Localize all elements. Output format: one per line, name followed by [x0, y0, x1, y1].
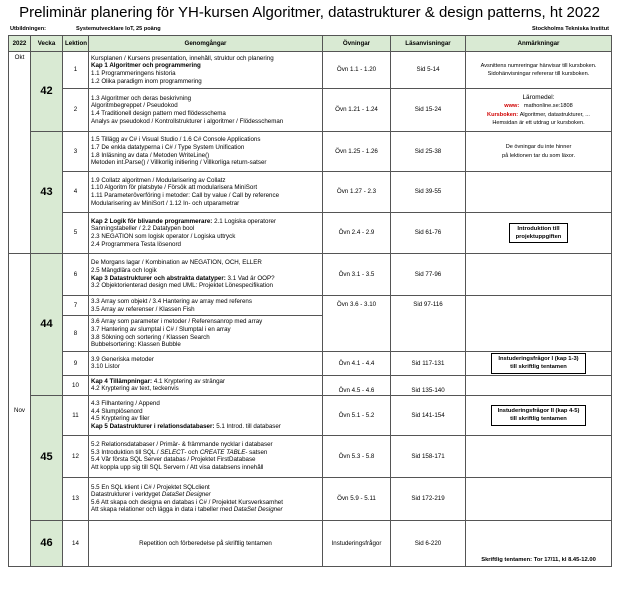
content-line: Bubbelsortering: Klassen Bubble: [91, 341, 181, 349]
remark-line: Introduktion till: [517, 225, 560, 232]
lesson-content: [89, 213, 323, 254]
meta-row: [8, 26, 611, 35]
lesson-number: 12: [63, 435, 89, 477]
lesson-number: 14: [63, 520, 89, 566]
exercises-cell: Övn 2.4 - 2.9: [323, 213, 391, 254]
content-line: 3.9 Generiska metoder: [91, 355, 154, 363]
remark-cell: [466, 89, 612, 132]
table-row: [9, 395, 612, 435]
tool-name: DataSet Designer: [233, 506, 283, 514]
content-line: 4.4 Slumplösenord: [91, 407, 143, 415]
remark-line: till skriftlig tentamen: [510, 416, 567, 423]
table-row: [9, 435, 612, 477]
exercises-cell: Övn 1.21 - 1.24: [323, 89, 391, 132]
table-header-row: [9, 36, 612, 52]
content-line: 4.2 Kryptering av text, teckenvis: [91, 385, 179, 393]
table-row: [9, 213, 612, 254]
lesson-content: [89, 254, 323, 296]
reading-cell: Sid 117-131: [391, 352, 466, 376]
education-label: Utbildningen:: [10, 26, 47, 32]
lesson-content: [89, 172, 323, 213]
reading-cell: Sid 172-219: [391, 477, 466, 520]
content-line: 5.2 Relationsdatabaser / Primär- & främmande nycklar i databaser: [91, 441, 273, 449]
content-line: 5.5 En SQL klient i C# / Projektet SQLclient: [91, 483, 210, 491]
exercises-cell: Övn 5.3 - 5.8: [323, 435, 391, 477]
content-line: 3.1 Vad är OOP?: [227, 274, 275, 282]
page-title: Preliminär planering för YH-kursen Algoritmer, datastrukturer & design patterns, ht 2022: [19, 4, 600, 21]
reading-cell: Sid 5-14: [391, 52, 466, 89]
week-42: 42: [31, 52, 63, 132]
remark-line: till skriftlig tentamen: [510, 364, 567, 371]
content-line: 5.6 Att skapa och designa en databas i C# / Projektet Kursverksamhet: [91, 498, 283, 506]
book-label: Kursboken:: [487, 111, 519, 118]
institute-name: Stockholms Tekniska Institut: [532, 26, 609, 32]
content-line: - och: [184, 448, 199, 456]
content-line: 1.5 Tillägg av C# i Visual Studio / 1.6 C# Console Applications: [91, 136, 261, 144]
content-line: 1.8 Inläsning av data / Metoden WriteLine(): [91, 151, 210, 159]
remark-line: Avsnittens numreringar hänvisar till kursboken.: [480, 62, 597, 69]
lesson-content: [89, 477, 323, 520]
content-line: 3.10 Listor: [91, 363, 120, 371]
lesson-number: 3: [63, 132, 89, 172]
reading-cell: Sid 6-220: [391, 520, 466, 566]
content-line: Sanningstabeller / 2.2 Datatypen bool: [91, 225, 195, 233]
remark-line: Sidohänvisningar refererar till kursboken.: [487, 71, 590, 77]
content-line: 5.4 Vår första SQL Server databas / Projektet FirstDatabase: [91, 456, 256, 464]
chapter-heading: Kap 1 Algoritmer och programmering: [91, 62, 201, 70]
exercises-cell: Övn 4.1 - 4.4: [323, 352, 391, 376]
table-row: [9, 52, 612, 89]
study-questions-box-1: [491, 353, 585, 374]
sql-keyword: SELECT: [160, 448, 185, 456]
lesson-content: [89, 52, 323, 89]
lesson-number: 8: [63, 316, 89, 352]
exercises-cell: Övn 4.5 - 4.6: [323, 375, 391, 395]
remark-title: Läromedel:: [522, 94, 555, 102]
content-line: 2.5 Mängdlära och logik: [91, 266, 157, 274]
content-line: 1.10 Algoritm för platsbyte / Försök att modularisera MiniSort: [91, 184, 258, 192]
study-questions-box-2: [491, 405, 587, 426]
content-line: 3.6 Array som parameter i metoder / Referensanrop med array: [91, 318, 263, 326]
lesson-number: 13: [63, 477, 89, 520]
week-45: 45: [31, 395, 63, 520]
exercises-cell: Övn 3.6 - 3.10: [323, 296, 391, 352]
remark-cell: [466, 132, 612, 172]
header-year: 2022: [9, 36, 31, 52]
remark-line: på lektionen tar du som läxor.: [501, 152, 576, 159]
exercises-cell: Instuderingsfrågor: [323, 520, 391, 566]
content-line: 3.7 Hantering av slumptal i C# / Slumptal i en array: [91, 325, 231, 333]
lesson-content: [89, 296, 323, 316]
content-line: 2.3 NEGATION som logisk operator / Logiska uttryck: [91, 233, 236, 240]
remark-line: Hemsidan är ett utdrag ur kursboken.: [492, 119, 585, 126]
remark-cell: [466, 254, 612, 296]
exercises-cell: Övn 5.1 - 5.2: [323, 395, 391, 435]
remark-cell: [466, 213, 612, 254]
month-oct: Okt: [9, 52, 31, 254]
sql-keyword: CREATE TABLE: [199, 448, 246, 456]
content-line: 1.4 Traditionell design pattern med flödesschema: [91, 110, 226, 117]
content-line: Datastrukturer i verktyget: [91, 491, 161, 499]
remark-cell: [466, 375, 612, 395]
project-intro-box: [509, 223, 569, 244]
table-row: [9, 352, 612, 376]
content-line: Kursplanen / Kursens presentation, innehåll, struktur och planering: [91, 54, 274, 62]
content-line: Att koppla upp sig till SQL Servern / Att visa databsens innehåll: [91, 463, 264, 471]
table-row: [9, 520, 612, 566]
header-exercises: Övningar: [323, 36, 391, 52]
content-line: 3.8 Sökning och sortering / Klassen Search: [91, 333, 210, 341]
content-line: Modularisering av MiniSort / 1.12 In- och utparametrar: [91, 199, 240, 207]
chapter-heading: Kap 3 Datastrukturer och abstrakta datatyper:: [91, 274, 226, 282]
reading-cell: Sid 25-38: [391, 132, 466, 172]
remark-cell: [466, 52, 612, 89]
lesson-number: 6: [63, 254, 89, 296]
remark-cell: [466, 352, 612, 376]
reading-cell: Sid 61-76: [391, 213, 466, 254]
remark-line: projektuppgiften: [515, 234, 562, 240]
reading-cell: Sid 39-55: [391, 172, 466, 213]
lesson-number: 10: [63, 375, 89, 395]
remark-line: De övningar du inte hinner: [505, 144, 572, 151]
content-line: 1.11 Parameteröverföring i metoder: Call by value / Call by reference: [91, 192, 280, 199]
www-label: www:: [504, 103, 520, 110]
month-nov: Nov: [9, 254, 31, 567]
exam-date-remark: Skriftlig tentamen: Tor 17/11, kl 8.45-12.00: [466, 520, 612, 566]
chapter-heading: Kap 2 Logik för blivande programmerare:: [91, 217, 213, 225]
content-line: 4.1 Kryptering av strängar: [153, 377, 226, 385]
header-week: Vecka: [31, 36, 63, 52]
content-line: 5.3 Introduktion till SQL /: [91, 448, 159, 456]
content-line: 3.3 Array som objekt / 3.4 Hantering av array med referens: [91, 297, 252, 305]
lesson-content: [89, 435, 323, 477]
reading-cell: Sid 97-116: [391, 296, 466, 352]
tool-name: DataSet Designer: [161, 491, 211, 499]
content-line: 5.1 Introd. till databaser: [216, 422, 281, 430]
content-line: 4.5 Kryptering av filer: [91, 415, 150, 423]
lesson-number: 7: [63, 296, 89, 316]
lesson-content: [89, 89, 323, 132]
remark-cell: [466, 172, 612, 213]
content-line: Att skapa relationer och lägga in data i tabeller med: [91, 506, 233, 514]
lesson-number: 11: [63, 395, 89, 435]
remark-cell: [466, 395, 612, 435]
content-line: 1.2 Olika paradigm inom programmering: [91, 77, 202, 85]
lesson-content: Repetition och förberedelse på skriftlig tentamen: [89, 520, 323, 566]
lesson-content: [89, 395, 323, 435]
www-value: mathonline.se:1808: [523, 103, 573, 110]
content-line: Algoritmbegreppet / Pseudokod: [91, 102, 178, 110]
education-info: [10, 26, 191, 35]
content-line: 1.7 De enkla datatyperna i C# / Type System Unification: [91, 143, 245, 151]
lesson-number: 9: [63, 352, 89, 376]
content-line: 3.5 Array av referenser / Klassen Fish: [91, 305, 195, 313]
exercises-cell: Övn 5.9 - 5.11: [323, 477, 391, 520]
reading-cell: Sid 158-171: [391, 435, 466, 477]
remark-cell: [466, 296, 612, 352]
content-line: 1.3 Algoritmer och deras beskrivning: [91, 94, 192, 102]
week-44: 44: [31, 254, 63, 396]
education-value: Systemutvecklare IoT, 25 poäng: [76, 26, 161, 32]
table-row: [9, 254, 612, 296]
week-43: 43: [31, 132, 63, 254]
lesson-number: 2: [63, 89, 89, 132]
lesson-number: 4: [63, 172, 89, 213]
content-line: 2.4 Programmera Testa lösenord: [91, 240, 181, 248]
content-line: Metoden int.Parse() / Villkorlig initiering / Villkorliga return-satser: [91, 159, 267, 167]
schedule-table: [8, 35, 612, 567]
content-line: 2.1 Logiska operatorer: [214, 217, 277, 225]
exercises-cell: Övn 3.1 - 3.5: [323, 254, 391, 296]
content-line: 3.2 Objektorienterad design med UML: Projektet Lönespecifikation: [91, 282, 273, 290]
lesson-content: [89, 352, 323, 376]
lesson-content: [89, 375, 323, 395]
content-line: 1.9 Collatz algoritmen / Modularisering av Collatz: [91, 176, 226, 184]
reading-cell: Sid 77-96: [391, 254, 466, 296]
header-lesson: Lektion: [63, 36, 89, 52]
chapter-heading: Kap 4 Tillämpningar:: [91, 377, 153, 385]
lesson-number: 5: [63, 213, 89, 254]
content-line: 1.1 Programmeringens historia: [91, 70, 176, 77]
table-row: [9, 296, 612, 316]
remark-cell: [466, 435, 612, 477]
remark-line: Instuderingsfrågor I (kap 1-3): [498, 356, 579, 362]
reading-cell: Sid 141-154: [391, 395, 466, 435]
table-row: [9, 375, 612, 395]
remark-line: Instuderingsfrågor II (kap 4-5): [497, 407, 580, 414]
reading-cell: Sid 135-140: [391, 375, 466, 395]
table-row: [9, 89, 612, 132]
content-line: - satsen: [245, 448, 268, 456]
reading-cell: Sid 15-24: [391, 89, 466, 132]
lesson-content: [89, 132, 323, 172]
lesson-number: 1: [63, 52, 89, 89]
table-row: [9, 172, 612, 213]
exercises-cell: Övn 1.25 - 1.26: [323, 132, 391, 172]
exercises-cell: Övn 1.27 - 2.3: [323, 172, 391, 213]
book-value: Algoritmer, datastrukturer, ...: [519, 111, 590, 118]
content-line: De Morgans lagar / Kombination av NEGATION, OCH, ELLER: [91, 259, 262, 267]
remark-cell: [466, 477, 612, 520]
exercises-cell: Övn 1.1 - 1.20: [323, 52, 391, 89]
content-line: Analys av pseudokod / Kontrollstrukturer i algoritmer / Flödesscheman: [91, 117, 284, 125]
table-row: [9, 132, 612, 172]
lesson-content: [89, 316, 323, 352]
week-46: 46: [31, 520, 63, 566]
header-remarks: Anmärkningar: [466, 36, 612, 52]
table-row: [9, 477, 612, 520]
content-line: 4.3 Filhantering / Append: [91, 400, 160, 408]
header-content: Genomgångar: [89, 36, 323, 52]
header-reading: Läsanvisningar: [391, 36, 466, 52]
chapter-heading: Kap 5 Datastrukturer i relationsdatabaser:: [91, 422, 215, 430]
